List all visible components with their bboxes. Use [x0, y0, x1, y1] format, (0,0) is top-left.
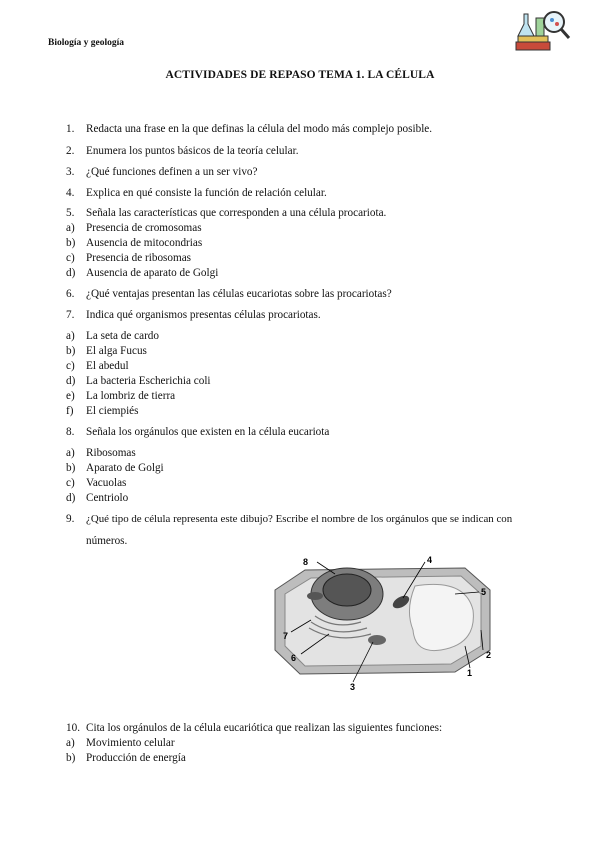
question-number: 6. [66, 288, 75, 300]
option-letter: c) [66, 360, 75, 372]
question-number: 4. [66, 187, 75, 199]
option-letter: b) [66, 237, 76, 249]
diagram-label: 2 [486, 650, 492, 660]
diagram-label: 1 [467, 668, 473, 678]
diagram-label: 5 [481, 587, 487, 597]
question-text: Enumera los puntos básicos de la teoría celular. [86, 145, 299, 157]
plant-cell-diagram [265, 550, 505, 695]
option-text: El alga Fucus [86, 345, 147, 357]
question-number: 9. [66, 513, 75, 525]
option-text: El ciempiés [86, 405, 139, 417]
question-number: 5. [66, 207, 75, 219]
option-letter: b) [66, 345, 76, 357]
option-letter: d) [66, 492, 76, 504]
option-letter: b) [66, 462, 76, 474]
question-text: Señala los orgánulos que existen en la célula eucariota [86, 426, 330, 438]
option-letter: c) [66, 252, 75, 264]
diagram-label: 3 [350, 682, 356, 692]
option-text: Movimiento celular [86, 737, 175, 749]
subject-header: Biología y geología [48, 38, 124, 48]
question-number: 8. [66, 426, 75, 438]
option-letter: d) [66, 267, 76, 279]
question-text-continuation: números. [86, 535, 128, 547]
question-number: 3. [66, 166, 75, 178]
option-text: Presencia de ribosomas [86, 252, 192, 264]
option-text: Ausencia de mitocondrias [86, 237, 203, 249]
question-text: Explica en qué consiste la función de relación celular. [86, 187, 327, 199]
question-number: 2. [66, 145, 75, 157]
option-text: Centriolo [86, 492, 129, 504]
option-text: La seta de cardo [86, 330, 159, 342]
option-letter: d) [66, 375, 76, 387]
diagram-label: 7 [283, 631, 289, 641]
option-text: Presencia de cromosomas [86, 222, 202, 234]
option-text: Aparato de Golgi [86, 462, 164, 474]
option-letter: c) [66, 477, 75, 489]
option-letter: a) [66, 447, 75, 459]
diagram-label: 4 [427, 555, 433, 565]
option-letter: b) [66, 752, 76, 764]
option-text: La bacteria Escherichia coli [86, 375, 211, 387]
option-text: Vacuolas [86, 477, 127, 489]
question-number: 1. [66, 123, 75, 135]
option-letter: e) [66, 390, 75, 402]
question-text: ¿Qué ventajas presentan las células eucariotas sobre las procariotas? [86, 288, 392, 300]
option-letter: a) [66, 222, 75, 234]
question-text: Redacta una frase en la que definas la célula del modo más complejo posible. [86, 123, 433, 135]
option-letter: a) [66, 737, 75, 749]
option-letter: a) [66, 330, 75, 342]
option-letter: f) [66, 405, 74, 417]
diagram-label: 8 [303, 557, 309, 567]
option-text: La lombriz de tierra [86, 390, 176, 402]
option-text: Ausencia de aparato de Golgi [86, 267, 219, 279]
diagram-label: 6 [291, 653, 297, 663]
question-text: Cita los orgánulos de la célula eucariótica que realizan las siguientes funciones: [86, 722, 443, 734]
option-text: Producción de energía [86, 752, 186, 764]
page-title: ACTIVIDADES DE REPASO TEMA 1. LA CÉLULA [165, 69, 435, 81]
question-text: Señala las características que corresponden a una célula procariota. [86, 207, 387, 219]
question-text: ¿Qué funciones definen a un ser vivo? [86, 166, 258, 178]
option-text: Ribosomas [86, 447, 136, 459]
option-text: El abedul [86, 360, 129, 372]
question-text: Indica qué organismos presentas células procariotas. [86, 309, 321, 321]
science-lab-logo-icon [512, 6, 572, 56]
question-text: ¿Qué tipo de célula representa este dibujo? Escribe el nombre de los orgánulos que se indican con [86, 513, 513, 525]
question-number: 10. [66, 722, 80, 734]
cell-drawing [275, 568, 490, 674]
question-number: 7. [66, 309, 75, 321]
